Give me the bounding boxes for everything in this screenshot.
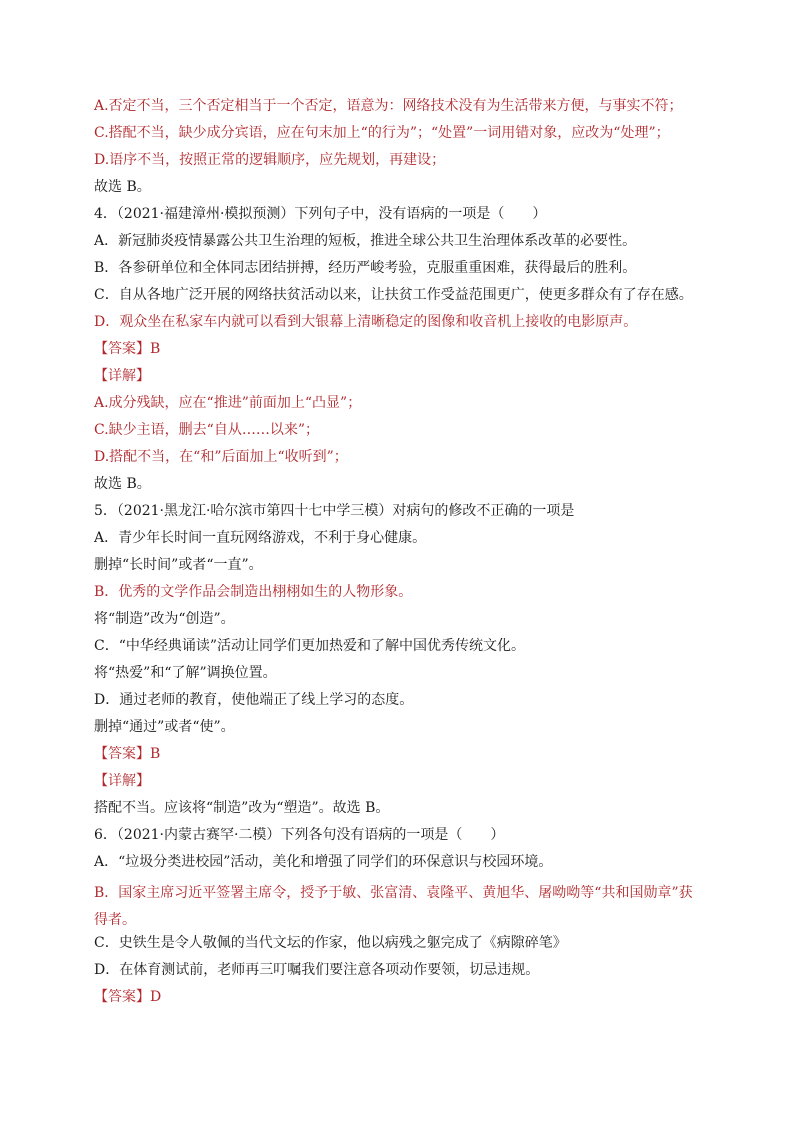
question-6-option-b: B．国家主席习近平签署主席令，授予于敏、张富清、袁隆平、黄旭华、屠呦呦等“共和国勋章”获得者。 bbox=[94, 885, 693, 928]
detail-line-a: A.成分残缺，应在“推进”前面加上“凸显”； bbox=[94, 395, 362, 411]
question-5-fix-d: 删掉“通过”或者“使”。 bbox=[94, 719, 235, 735]
question-4-option-b: B．各参研单位和全体同志团结拼搏，经历严峻考验，克服重重困难，获得最后的胜利。 bbox=[94, 260, 637, 276]
question-5-stem: 5．（2021·黑龙江·哈尔滨市第四十七中学三模）对病句的修改不正确的一项是 bbox=[94, 503, 575, 519]
question-5-option-a: A．青少年长时间一直玩网络游戏，不利于身心健康。 bbox=[94, 530, 427, 546]
question-4-option-c: C．自从各地广泛开展的网络扶贫活动以来，让扶贫工作受益范围更广，使更多群众有了存在感。 bbox=[94, 287, 693, 303]
question-6-option-c: C．史铁生是令人敬佩的当代文坛的作家，他以病残之躯完成了《病隙碎笔》 bbox=[94, 935, 567, 951]
question-5-option-c: C．“中华经典诵读”活动让同学们更加热爱和了解中国优秀传统文化。 bbox=[94, 638, 526, 654]
answer-label: 【答案】D bbox=[94, 989, 162, 1005]
explanation-line-c: C.搭配不当，缺少成分宾语，应在句末加上“的行为”；“处置”一词用错对象，应改为“处理”； bbox=[94, 125, 670, 141]
question-5-fix-a: 删掉“长时间”或者“一直”。 bbox=[94, 557, 263, 573]
explanation-line-a: A.否定不当，三个否定相当于一个否定，语意为：网络技术没有为生活带来方便，与事实不符； bbox=[94, 98, 683, 114]
question-5-fix-b: 将“制造”改为“创造”。 bbox=[94, 611, 235, 627]
conclusion-line: 故选 B。 bbox=[94, 179, 151, 195]
detail-label: 【详解】 bbox=[94, 773, 150, 789]
detail-line-c: C.缺少主语，删去“自从……以来”； bbox=[94, 422, 319, 438]
answer-label: 【答案】B bbox=[94, 341, 161, 357]
detail-line-d: D.搭配不当，在“和”后面加上“收听到”； bbox=[94, 449, 348, 465]
question-5-option-d: D．通过老师的教育，使他端正了线上学习的态度。 bbox=[94, 692, 414, 708]
answer-label: 【答案】B bbox=[94, 746, 161, 762]
question-6-stem: 6．（2021·内蒙古赛罕·二模）下列各句没有语病的一项是（ ） bbox=[94, 827, 505, 843]
question-6-option-a: A．“垃圾分类进校园”活动，美化和增强了同学们的环保意识与校园环境。 bbox=[94, 854, 553, 870]
detail-text: 搭配不当。应该将“制造”改为“塑造”。故选 B。 bbox=[94, 800, 390, 816]
question-4-option-a: A．新冠肺炎疫情暴露公共卫生治理的短板，推进全球公共卫生治理体系改革的必要性。 bbox=[94, 233, 637, 249]
question-6-option-d: D．在体育测试前，老师再三叮嘱我们要注意各项动作要领，切忌违规。 bbox=[94, 962, 540, 978]
question-5-fix-c: 将“热爱”和“了解”调换位置。 bbox=[94, 665, 277, 681]
explanation-line-d: D.语序不当，按照正常的逻辑顺序，应先规划，再建设； bbox=[94, 152, 446, 168]
question-4-option-d: D．观众坐在私家车内就可以看到大银幕上清晰稳定的图像和收音机上接收的电影原声。 bbox=[94, 314, 638, 330]
conclusion-line: 故选 B。 bbox=[94, 476, 151, 492]
question-5-option-b: B．优秀的文学作品会制造出栩栩如生的人物形象。 bbox=[94, 584, 413, 600]
question-4-stem: 4．（2021·福建漳州·模拟预测）下列句子中，没有语病的一项是（ ） bbox=[94, 206, 547, 222]
detail-label: 【详解】 bbox=[94, 368, 150, 384]
